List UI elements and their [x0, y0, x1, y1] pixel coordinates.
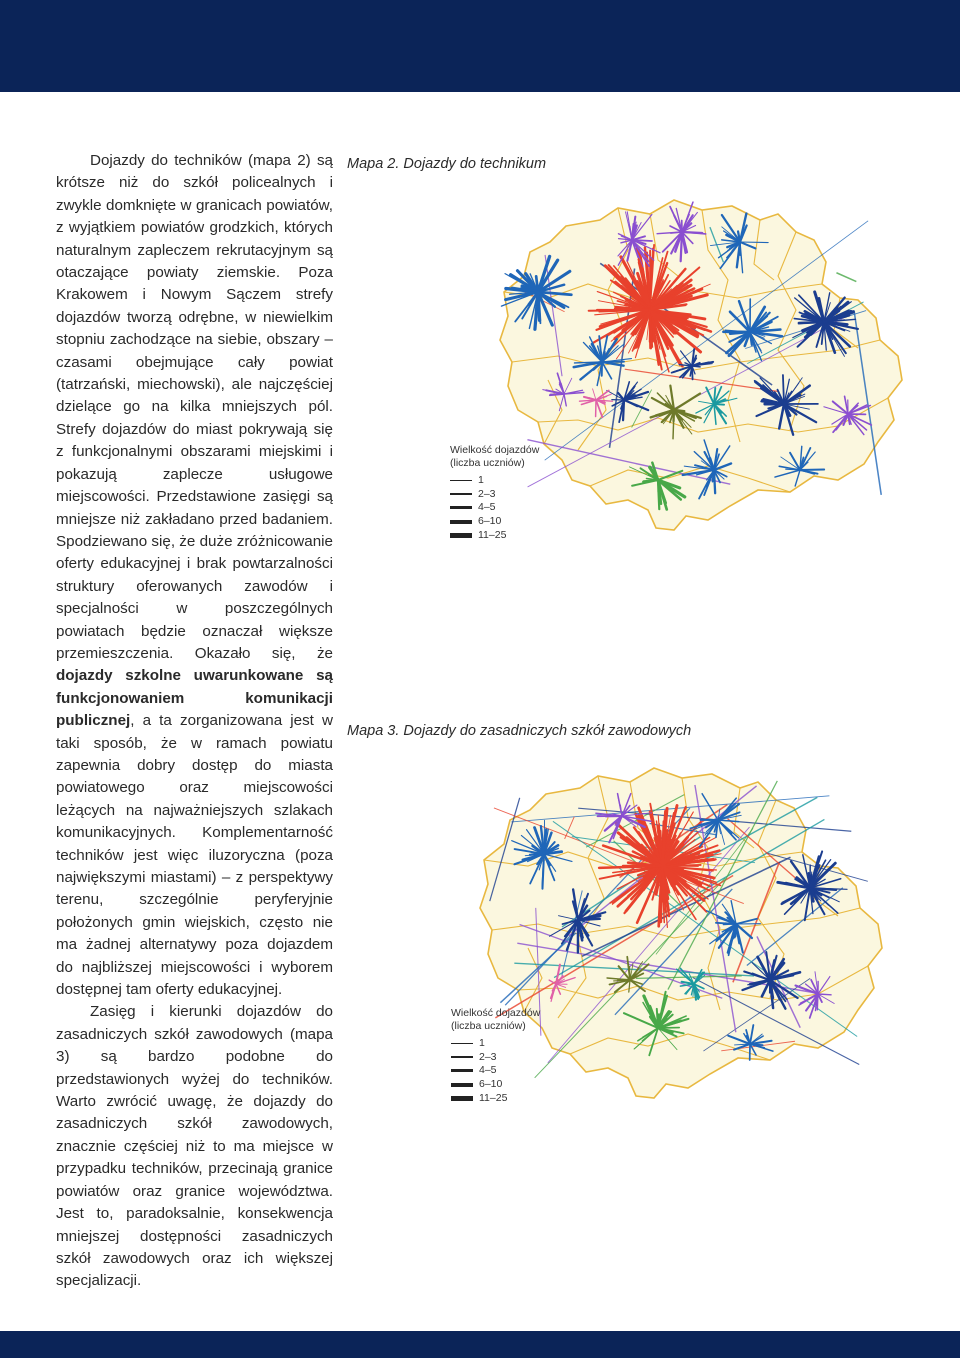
legend-row — [451, 1051, 540, 1065]
map2-commuting-map — [478, 180, 918, 540]
paragraph-technika-part2: , a ta zorganizowana jest w taki sposób, że w ramach powiatu zapewnia dobry dostęp do miasta powiatowego oraz miejscowości leżących na najważniejszych szlakach komunikacyjnych. Komplementarność techników jest więc iluzoryczna (poza największymi miastami) – z perspektywy terenu, szczególnie peryferyjnie położonych gmin wiejskich, często nie ma żadnej alternatywy poza dojazdem do najbliższej miejscowości i wyborem dostępnej tam oferty edukacyjnej. — [56, 712, 333, 999]
legend-row — [451, 1091, 540, 1105]
legend-line-swatch — [451, 1056, 473, 1058]
legend-line-swatch — [450, 493, 472, 495]
legend-title: Wielkość dojazdów — [451, 1007, 541, 1019]
commute-line — [836, 273, 856, 282]
legend-label: 4–5 — [478, 501, 496, 514]
commute-line — [619, 866, 662, 867]
legend-line-swatch — [450, 533, 472, 538]
commute-line — [538, 292, 539, 313]
footer-bar — [0, 1331, 960, 1358]
map2-legend — [450, 444, 539, 542]
legend-row — [450, 501, 539, 515]
legend-label: 11–25 — [479, 1091, 508, 1104]
legend-label: 2–3 — [479, 1050, 497, 1063]
legend-title: Wielkość dojazdów — [450, 444, 540, 456]
commute-line — [530, 854, 544, 855]
paragraph-technika-part1: Dojazdy do techników (mapa 2) są krótsze niż do szkół policealnych i zwykle domknięte w granicach powiatów, z wyjątkiem powiatów grodzkich, których naturalnym zapleczem rekrutacyjnym są otaczające powiaty ziemskie. Poza Krakowem i Nowym Sączem strefy dojazdów tworzą odrębne, w niewielkim stopniu zachodzące na siebie, obszary – czasami obejmujące cały powiat (tatrzański, miechowski), ale najczęściej dzielące go na kilka mniejszych pól. Strefy dojazdów do miast pokrywają się z funkcjonalnymi obszarami miejskimi i pokazują zaplecze usługowe miejscowości. Przedstawione zasięgi są mniejsze niż zakładano przed badaniem. Spodziewano się, że duże zróżnicowanie oferty edukacyjnej i brak powtarzalności struktury oferowanych zawodów i specjalności w poszczególnych powiatach będzie oznaczał większe przemieszczenia. Okazało się, że — [56, 152, 333, 662]
commute-line — [692, 366, 700, 367]
legend-line-swatch — [450, 520, 472, 524]
commute-line — [617, 309, 650, 310]
legend-row — [451, 1078, 540, 1092]
paragraph-zasadnicze: Zasięg i kierunki dojazdów do zasadniczych szkół zawodowych (mapa 3) są bardzo podobne do przedstawionych wyżej do techników. Warto zwrócić uwagę, że dojazdy do zasadniczych szkół zawodowych, znacznie częściej niż to ma miejsce w przypadku techników, przecinają granice powiatów oraz granice województwa. Jest to, paradoksalnie, konsekwencja mniejszej dostępności zasadniczych szkół zawodowych oraz ich większej specjalizacji. — [56, 1003, 333, 1290]
commute-line — [692, 366, 693, 379]
legend-label: 1 — [479, 1037, 485, 1050]
commute-line — [783, 375, 784, 404]
header-bar — [0, 0, 960, 92]
map2-title: Mapa 2. Dojazdy do technikum — [347, 156, 547, 172]
commute-line — [673, 410, 674, 439]
body-text-column — [56, 150, 333, 1293]
legend-row — [450, 474, 539, 488]
legend-label: 6–10 — [478, 515, 502, 528]
commute-line — [544, 820, 545, 854]
legend-row — [451, 1064, 540, 1078]
legend-line-swatch — [451, 1069, 473, 1072]
commute-line — [578, 919, 600, 920]
legend-line-swatch — [450, 506, 472, 509]
legend-subtitle: (liczba uczniów) — [450, 457, 525, 469]
legend-label: 6–10 — [479, 1078, 503, 1091]
legend-line-swatch — [451, 1096, 473, 1101]
legend-label: 1 — [478, 474, 484, 487]
legend-label: 2–3 — [478, 487, 496, 500]
legend-line-swatch — [451, 1083, 473, 1087]
legend-subtitle: (liczba uczniów) — [451, 1020, 526, 1032]
commute-line — [714, 388, 715, 404]
legend-row — [451, 1037, 540, 1051]
legend-row — [450, 515, 539, 529]
legend-row — [450, 488, 539, 502]
commute-line — [799, 322, 824, 323]
commute-line — [818, 994, 831, 995]
legend-label: 4–5 — [479, 1064, 497, 1077]
legend-line-swatch — [451, 1043, 473, 1044]
map3-legend — [451, 1007, 540, 1105]
legend-row — [450, 528, 539, 542]
map3-title: Mapa 3. Dojazdy do zasadniczych szkół zawodowych — [347, 723, 692, 739]
legend-line-swatch — [450, 480, 472, 481]
legend-label: 11–25 — [478, 528, 507, 541]
paragraph-technika — [56, 150, 333, 1001]
paragraph-technika-bold: dojazdy szkolne uwarunkowane są funkcjonowaniem komunikacji publicznej — [56, 667, 333, 730]
commute-line — [740, 242, 768, 243]
